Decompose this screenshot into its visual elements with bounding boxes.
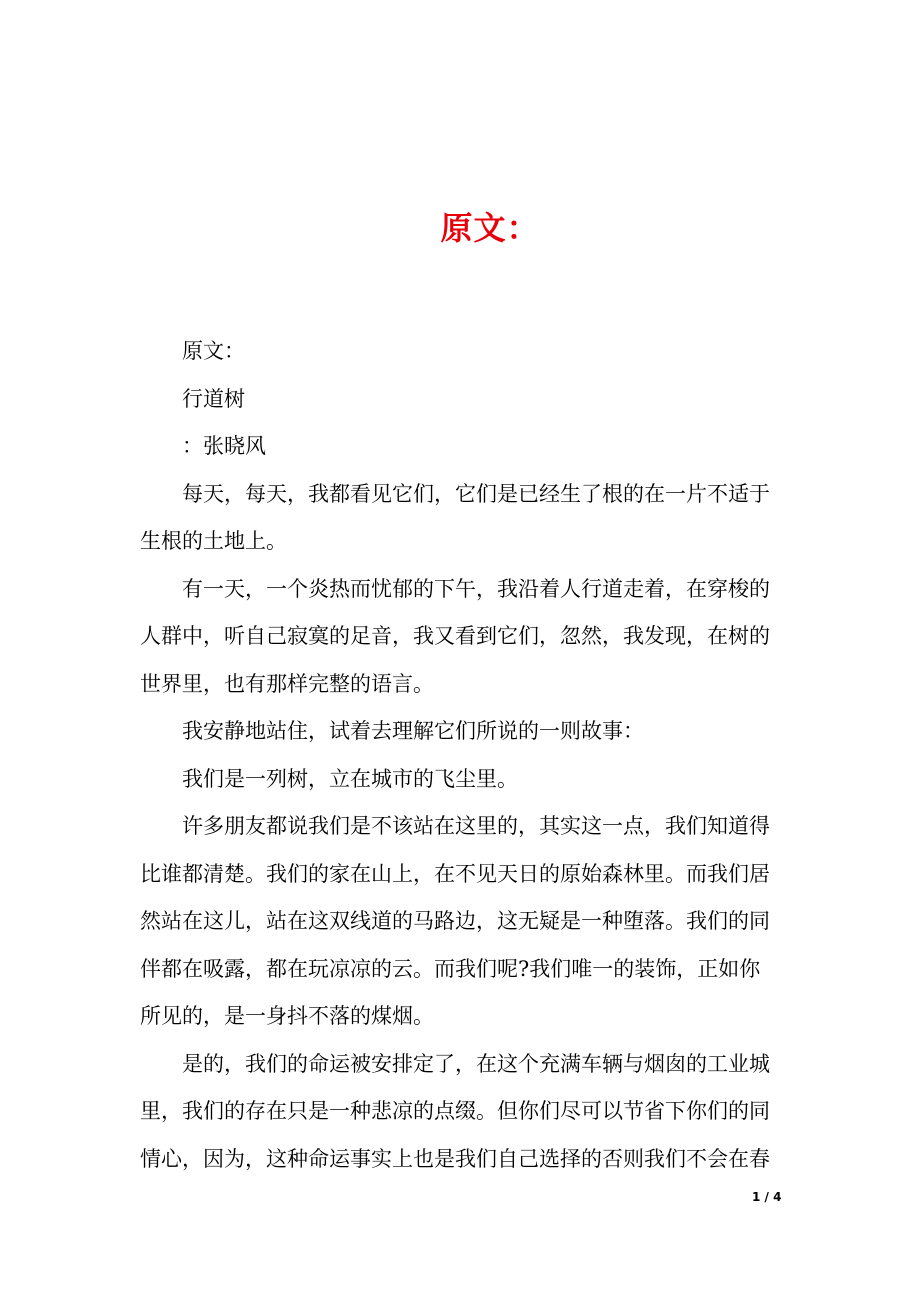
text-line: 行道树	[182, 386, 245, 411]
text-line: 是的，我们的命运被安排定了，在这个充满车辆与烟囱的工业城	[182, 1051, 770, 1076]
text-line: 世界里，也有那样完整的语言。	[140, 671, 434, 696]
text-line: 人群中，听自己寂寞的足音，我又看到它们，忽然，我发现，在树的	[140, 624, 770, 648]
text-line: ：张晓风	[182, 434, 266, 458]
paragraph	[140, 1041, 785, 1184]
paragraph	[140, 756, 785, 804]
paragraph	[140, 471, 785, 566]
text-line: 许多朋友都说我们是不该站在这里的，其实这一点，我们知道得	[182, 814, 770, 838]
text-line: 我安静地站住，试着去理解它们所说的一则故事：	[182, 719, 644, 743]
paragraph	[140, 803, 785, 1041]
paragraph	[140, 328, 785, 376]
text-line: 原文：	[182, 339, 245, 363]
text-line: 然站在这儿，站在这双线道的马路边，这无疑是一种堕落。我们的同	[140, 909, 770, 933]
text-line: 情心，因为，这种命运事实上也是我们自己选择的否则我们不会在春	[140, 1146, 770, 1171]
text-line: 有一天，一个炎热而忧郁的下午，我沿着人行道走着，在穿梭的	[182, 576, 770, 601]
paragraph	[140, 423, 785, 471]
text-line: 里，我们的存在只是一种悲凉的点缀。但你们尽可以节省下你们的同	[140, 1099, 770, 1123]
text-line: 生根的土地上。	[140, 529, 287, 553]
paragraph	[140, 708, 785, 756]
page-number: 1 / 4	[752, 1190, 782, 1204]
document-body	[140, 328, 785, 1183]
paragraph	[140, 566, 785, 709]
text-line: 比谁都清楚。我们的家在山上，在不见天日的原始森林里。而我们居	[140, 861, 770, 886]
document-title: 原文：	[440, 209, 540, 247]
text-line: 每天，每天，我都看见它们，它们是已经生了根的在一片不适于	[182, 481, 770, 506]
text-line: 伴都在吸露，都在玩凉凉的云。而我们呢?我们唯一的装饰，正如你	[140, 956, 761, 981]
text-line: 所见的，是一身抖不落的煤烟。	[140, 1004, 434, 1028]
text-line: 我们是一列树，立在城市的飞尘里。	[182, 766, 518, 791]
paragraph	[140, 376, 785, 424]
